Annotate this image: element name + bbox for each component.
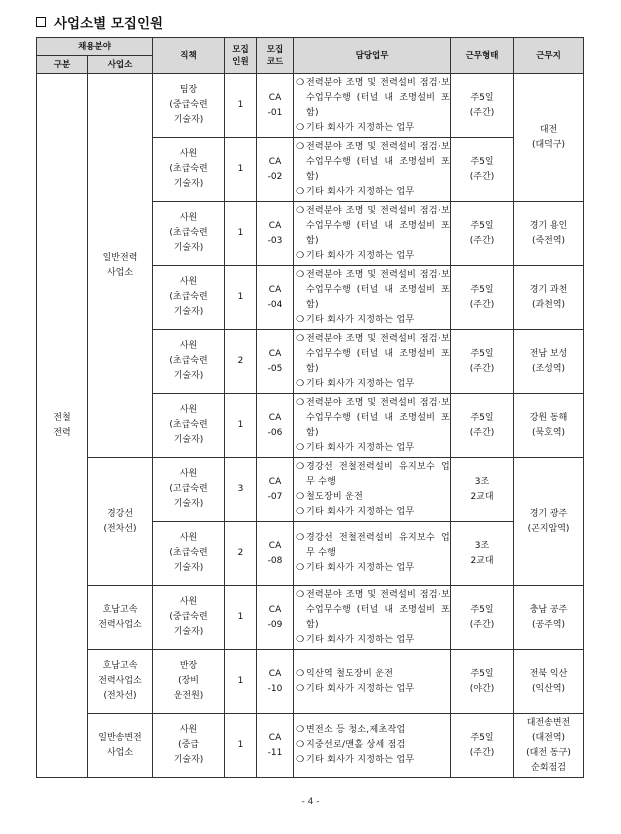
duty-item: ❍ 전력분야 조명 및 전력설비 점검·보수업무수행 (터널 내 조명설비 포함): [295, 397, 451, 438]
duty-item: ❍ 경강선 전철전력설비 유지보수 업무 수행: [295, 533, 451, 558]
duty-item: ❍ 기타 회사가 지정하는 업무: [294, 377, 450, 392]
circle-bullet-icon: ❍: [295, 563, 305, 573]
circle-bullet-icon: ❍: [295, 755, 305, 765]
duty-item: ❍ 기타 회사가 지정하는 업무: [294, 561, 450, 576]
office-cell-honam: 호남고속 전력사업소: [88, 586, 153, 650]
header-category: 구분: [37, 56, 88, 74]
code-cell: CA -11: [257, 714, 294, 778]
circle-bullet-icon: ❍: [295, 461, 305, 472]
table-row: [37, 650, 584, 714]
position-cell: 팀장 (중급숙련 기술자): [153, 74, 225, 138]
table-row: [37, 458, 584, 522]
position-cell: 사원 (초급숙련 기술자): [153, 202, 225, 266]
position-cell: 사원 (중급 기술자): [153, 714, 225, 778]
code-cell: CA -06: [257, 394, 294, 458]
header-duty: 담당업무: [294, 38, 451, 74]
header-location: 근무지: [514, 38, 584, 74]
duty-item: ❍ 전력분야 조명 및 전력설비 점검·보수업무수행 (터널 내 조명설비 포함): [295, 269, 451, 310]
position-cell: 사원 (고급숙련 기술자): [153, 458, 225, 522]
count-cell: 1: [225, 266, 257, 330]
circle-bullet-icon: ❍: [295, 186, 305, 197]
duty-cell: [294, 74, 451, 138]
duty-item: ❍ 기타 회사가 지정하는 업무: [294, 121, 450, 136]
duty-cell: [294, 714, 451, 778]
circle-bullet-icon: ❍: [295, 397, 305, 408]
duty-cell: [294, 650, 451, 714]
code-cell: CA -09: [257, 586, 294, 650]
table-row: [37, 74, 584, 138]
work-type-cell: 3조 2교대: [451, 522, 514, 586]
work-type-cell: 주5일 (주간): [451, 202, 514, 266]
circle-bullet-icon: ❍: [295, 589, 305, 600]
duty-item: ❍ 철도장비 운전: [294, 490, 450, 505]
circle-bullet-icon: ❍: [295, 122, 305, 133]
circle-bullet-icon: ❍: [295, 725, 305, 735]
header-field-group: 채용분야: [37, 38, 153, 56]
duty-cell: [294, 586, 451, 650]
office-cell-substation: 일반송변전 사업소: [88, 714, 153, 778]
duty-item: ❍ 기타 회사가 지정하는 업무: [294, 682, 450, 697]
section-title: [36, 12, 163, 32]
header-office: 사업소: [88, 56, 153, 74]
office-cell-general: 일반전력 사업소: [88, 74, 153, 458]
duty-cell: [294, 330, 451, 394]
count-cell: 1: [225, 586, 257, 650]
circle-bullet-icon: ❍: [295, 533, 305, 543]
duty-item: ❍ 기타 회사가 지정하는 업무: [294, 753, 450, 768]
position-cell: 사원 (초급숙련 기술자): [153, 138, 225, 202]
circle-bullet-icon: ❍: [295, 506, 305, 517]
office-cell-gyeonggang: 경강선 (전차선): [88, 458, 153, 586]
location-cell-daejeon: 대전 (대덕구): [514, 74, 584, 202]
count-cell: 2: [225, 330, 257, 394]
circle-bullet-icon: ❍: [295, 442, 305, 453]
location-cell: 강원 동해 (묵호역): [514, 394, 584, 458]
table-row: [37, 714, 584, 778]
location-cell: 전북 익산 (익산역): [514, 650, 584, 714]
duty-item: ❍ 익산역 철도장비 운전: [294, 667, 450, 682]
circle-bullet-icon: ❍: [295, 683, 305, 694]
location-cell: 경기 과천 (과천역): [514, 266, 584, 330]
recruitment-table: [36, 37, 584, 778]
duty-item: ❍ 기타 회사가 지정하는 업무: [294, 313, 450, 328]
duty-cell: [294, 522, 451, 586]
location-cell: 전남 보성 (조성역): [514, 330, 584, 394]
code-cell: CA -05: [257, 330, 294, 394]
section-title-text: 사업소별 모집인원: [54, 16, 164, 32]
circle-bullet-icon: ❍: [295, 77, 305, 88]
header-count: 모집 인원: [225, 38, 257, 74]
circle-bullet-icon: ❍: [295, 668, 305, 679]
location-cell: 충남 공주 (공주역): [514, 586, 584, 650]
code-cell: CA -10: [257, 650, 294, 714]
work-type-cell: 주5일 (야간): [451, 650, 514, 714]
code-cell: CA -08: [257, 522, 294, 586]
work-type-cell: 3조 2교대: [451, 458, 514, 522]
duty-item: ❍ 기타 회사가 지정하는 업무: [294, 185, 450, 200]
circle-bullet-icon: ❍: [295, 491, 305, 502]
header-code: 모집 코드: [257, 38, 294, 74]
work-type-cell: 주5일 (주간): [451, 714, 514, 778]
circle-bullet-icon: ❍: [295, 378, 305, 389]
duty-item: ❍ 전력분야 조명 및 전력설비 점검·보수업무수행 (터널 내 조명설비 포함): [295, 205, 451, 246]
duty-item: ❍ 전력분야 조명 및 전력설비 점검·보수업무수행 (터널 내 조명설비 포함): [295, 141, 451, 182]
location-cell-gwangju: 경기 광주 (곤지암역): [514, 458, 584, 586]
count-cell: 1: [225, 202, 257, 266]
duty-cell: [294, 202, 451, 266]
location-cell: 경기 용인 (죽전역): [514, 202, 584, 266]
work-type-cell: 주5일 (주간): [451, 586, 514, 650]
duty-item: ❍ 기타 회사가 지정하는 업무: [294, 441, 450, 456]
position-cell: 사원 (초급숙련 기술자): [153, 522, 225, 586]
circle-bullet-icon: ❍: [295, 634, 305, 645]
duty-item: ❍ 전력분야 조명 및 전력설비 점검·보수업무수행 (터널 내 조명설비 포함): [295, 77, 451, 118]
position-cell: 반장 (장비 운전원): [153, 650, 225, 714]
position-cell: 사원 (초급숙련 기술자): [153, 266, 225, 330]
duty-item: ❍ 전력분야 조명 및 전력설비 점검·보수업무수행 (터널 내 조명설비 포함): [295, 589, 451, 630]
header-work-type: 근무형태: [451, 38, 514, 74]
work-type-cell: 주5일 (주간): [451, 266, 514, 330]
duty-item: ❍ 기타 회사가 지정하는 업무: [294, 505, 450, 520]
code-cell: CA -04: [257, 266, 294, 330]
duty-item: ❍ 변전소 등 청소,제초작업: [294, 723, 450, 738]
count-cell: 2: [225, 522, 257, 586]
duty-cell: [294, 458, 451, 522]
circle-bullet-icon: ❍: [295, 314, 305, 325]
table-row: [37, 586, 584, 650]
code-cell: CA -01: [257, 74, 294, 138]
duty-item: ❍ 기타 회사가 지정하는 업무: [294, 249, 450, 264]
count-cell: 1: [225, 394, 257, 458]
position-cell: 사원 (초급숙련 기술자): [153, 394, 225, 458]
category-cell: 전철 전력: [37, 74, 88, 778]
checkbox-square-icon: [36, 17, 46, 27]
work-type-cell: 주5일 (주간): [451, 138, 514, 202]
circle-bullet-icon: ❍: [295, 141, 305, 152]
duty-item: ❍ 기타 회사가 지정하는 업무: [294, 633, 450, 648]
duty-item: ❍ 경강선 전철전력설비 유지보수 업무 수행: [295, 461, 451, 487]
circle-bullet-icon: ❍: [295, 740, 305, 750]
office-cell-honam-catenary: 호남고속 전력사업소 (전차선): [88, 650, 153, 714]
duty-item: ❍ 전력분야 조명 및 전력설비 점검·보수업무수행 (터널 내 조명설비 포함): [295, 333, 451, 374]
code-cell: CA -02: [257, 138, 294, 202]
work-type-cell: 주5일 (주간): [451, 330, 514, 394]
position-cell: 사원 (초급숙련 기술자): [153, 330, 225, 394]
position-cell: 사원 (중급숙련 기술자): [153, 586, 225, 650]
duty-cell: [294, 394, 451, 458]
work-type-cell: 주5일 (주간): [451, 74, 514, 138]
page-number: - 4 -: [301, 797, 320, 807]
header-position: 직책: [153, 38, 225, 74]
circle-bullet-icon: ❍: [295, 250, 305, 261]
code-cell: CA -07: [257, 458, 294, 522]
duty-cell: [294, 266, 451, 330]
count-cell: 1: [225, 138, 257, 202]
work-type-cell: 주5일 (주간): [451, 394, 514, 458]
count-cell: 3: [225, 458, 257, 522]
location-cell: 대전송변전 (대전역) (대전 동구) 순회점검: [514, 714, 584, 778]
code-cell: CA -03: [257, 202, 294, 266]
circle-bullet-icon: ❍: [295, 269, 305, 280]
count-cell: 1: [225, 74, 257, 138]
circle-bullet-icon: ❍: [295, 205, 305, 216]
count-cell: 1: [225, 714, 257, 778]
count-cell: 1: [225, 650, 257, 714]
duty-item: ❍ 지중선로/맨홀 상세 점검: [294, 738, 450, 753]
circle-bullet-icon: ❍: [295, 333, 305, 344]
duty-cell: [294, 138, 451, 202]
